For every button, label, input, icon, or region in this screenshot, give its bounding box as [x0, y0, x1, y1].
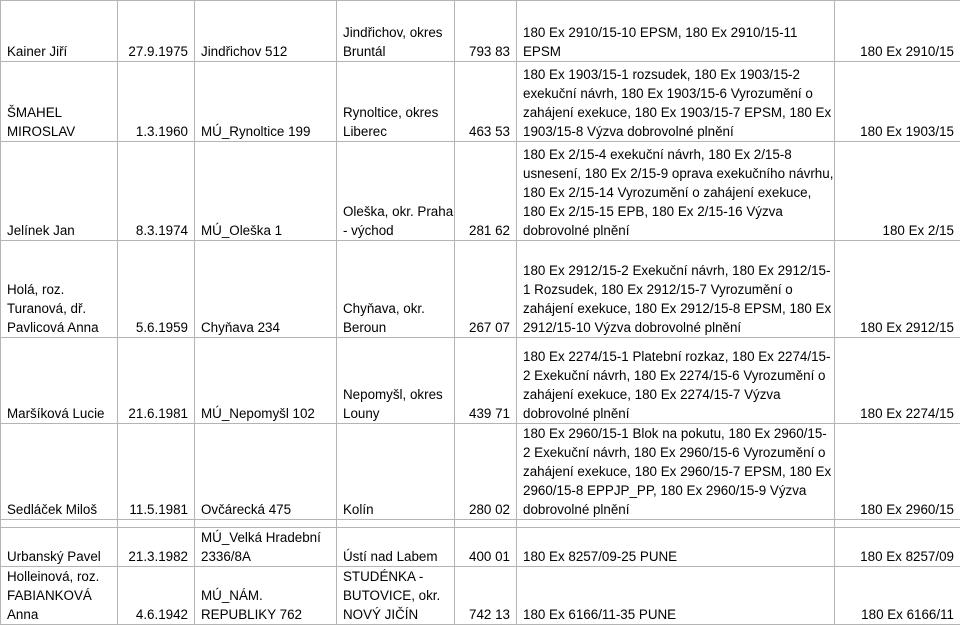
address-cell: MÚ_Rynoltice 199 [195, 62, 337, 142]
documents-cell: 180 Ex 8257/09-25 PUNE [517, 528, 835, 567]
documents-cell: 180 Ex 2274/15-1 Platební rozkaz, 180 Ex 2274/15-2 Exekuční návrh, 180 Ex 2274/15-6 Vyrozumění o zahájení exekuce, 180 Ex 2274/15-7 Výzva dobrovolné plnění [517, 338, 835, 424]
city-cell: Rynoltice, okres Liberec [337, 62, 455, 142]
address-cell: Chyňava 234 [195, 241, 337, 338]
file-number-cell: 180 Ex 2/15 [835, 142, 960, 241]
table-row [1, 241, 960, 338]
documents-cell: 180 Ex 2912/15-2 Exekuční návrh, 180 Ex 2912/15-1 Rozsudek, 180 Ex 2912/15-7 Vyrozumění o zahájení exekuce, 180 Ex 2912/15-8 EPSM, 180 Ex 2912/15-10 Výzva dobrovolné plnění [517, 241, 835, 338]
address-cell: MÚ_Oleška 1 [195, 142, 337, 241]
city-cell: Jindřichov, okres Bruntál [337, 1, 455, 62]
file-number-cell: 180 Ex 6166/11 [835, 567, 960, 625]
documents-cell: 180 Ex 2960/15-1 Blok na pokutu, 180 Ex 2960/15-2 Exekuční návrh, 180 Ex 2960/15-6 Vyrozumění o zahájení exekuce, 180 Ex 2960/15-7 EPSM, 180 Ex 2960/15-8 EPPJP_PP, 180 Ex 2960/15-9 Výzva dobrovolné plnění [517, 424, 835, 520]
documents-cell: 180 Ex 2910/15-10 EPSM, 180 Ex 2910/15-11 EPSM [517, 1, 835, 62]
city-cell: Kolín [337, 424, 455, 520]
birthdate-cell: 21.3.1982 [118, 528, 195, 567]
birthdate-cell: 1.3.1960 [118, 62, 195, 142]
zip-cell: 267 07 [455, 241, 517, 338]
table-row [1, 528, 960, 567]
zip-cell: 793 83 [455, 1, 517, 62]
address-cell: MÚ_Nepomyšl 102 [195, 338, 337, 424]
city-cell: Oleška, okr. Praha - východ [337, 142, 455, 241]
table-row [1, 62, 960, 142]
zip-cell: 281 62 [455, 142, 517, 241]
zip-cell: 439 71 [455, 338, 517, 424]
table-gap-row [1, 520, 960, 528]
zip-cell: 742 13 [455, 567, 517, 625]
birthdate-cell: 21.6.1981 [118, 338, 195, 424]
name-cell: Holá, roz. Turanová, dř. Pavlicová Anna [1, 241, 118, 338]
name-cell: ŠMAHEL MIROSLAV [1, 62, 118, 142]
zip-cell: 400 01 [455, 528, 517, 567]
documents-cell: 180 Ex 1903/15-1 rozsudek, 180 Ex 1903/15-2 exekuční návrh, 180 Ex 1903/15-6 Vyrozumění o zahájení exekuce, 180 Ex 1903/15-7 EPSM, 180 Ex 1903/15-8 Výzva dobrovolné plnění [517, 62, 835, 142]
table-row [1, 567, 960, 625]
address-cell: MÚ_NÁM. REPUBLIKY 762 [195, 567, 337, 625]
file-number-cell: 180 Ex 2960/15 [835, 424, 960, 520]
birthdate-cell: 11.5.1981 [118, 424, 195, 520]
birthdate-cell: 4.6.1942 [118, 567, 195, 625]
file-number-cell: 180 Ex 2912/15 [835, 241, 960, 338]
zip-cell: 280 02 [455, 424, 517, 520]
address-cell: MÚ_Velká Hradební 2336/8A [195, 528, 337, 567]
file-number-cell: 180 Ex 2910/15 [835, 1, 960, 62]
city-cell: Ústí nad Labem [337, 528, 455, 567]
birthdate-cell: 5.6.1959 [118, 241, 195, 338]
name-cell: Maršíková Lucie [1, 338, 118, 424]
name-cell: Holleinová, roz. FABIANKOVÁ Anna [1, 567, 118, 625]
birthdate-cell: 8.3.1974 [118, 142, 195, 241]
address-cell: Ovčárecká 475 [195, 424, 337, 520]
documents-cell: 180 Ex 2/15-4 exekuční návrh, 180 Ex 2/15-8 usnesení, 180 Ex 2/15-9 oprava exekučního návrhu, 180 Ex 2/15-14 Vyrozumění o zahájení exekuce, 180 Ex 2/15-15 EPB, 180 Ex 2/15-16 Výzva dobrovolné plnění [517, 142, 835, 241]
name-cell: Kainer Jiří [1, 1, 118, 62]
table-row [1, 338, 960, 424]
table-row [1, 424, 960, 520]
name-cell: Jelínek Jan [1, 142, 118, 241]
zip-cell: 463 53 [455, 62, 517, 142]
birthdate-cell: 27.9.1975 [118, 1, 195, 62]
city-cell: Chyňava, okr. Beroun [337, 241, 455, 338]
name-cell: Urbanský Pavel [1, 528, 118, 567]
name-cell: Sedláček Miloš [1, 424, 118, 520]
file-number-cell: 180 Ex 8257/09 [835, 528, 960, 567]
file-number-cell: 180 Ex 2274/15 [835, 338, 960, 424]
documents-cell: 180 Ex 6166/11-35 PUNE [517, 567, 835, 625]
city-cell: Nepomyšl, okres Louny [337, 338, 455, 424]
city-cell: STUDÉNKA - BUTOVICE, okr. NOVÝ JIČÍN [337, 567, 455, 625]
table-row [1, 1, 960, 62]
address-cell: Jindřichov 512 [195, 1, 337, 62]
file-number-cell: 180 Ex 1903/15 [835, 62, 960, 142]
table-row [1, 142, 960, 241]
